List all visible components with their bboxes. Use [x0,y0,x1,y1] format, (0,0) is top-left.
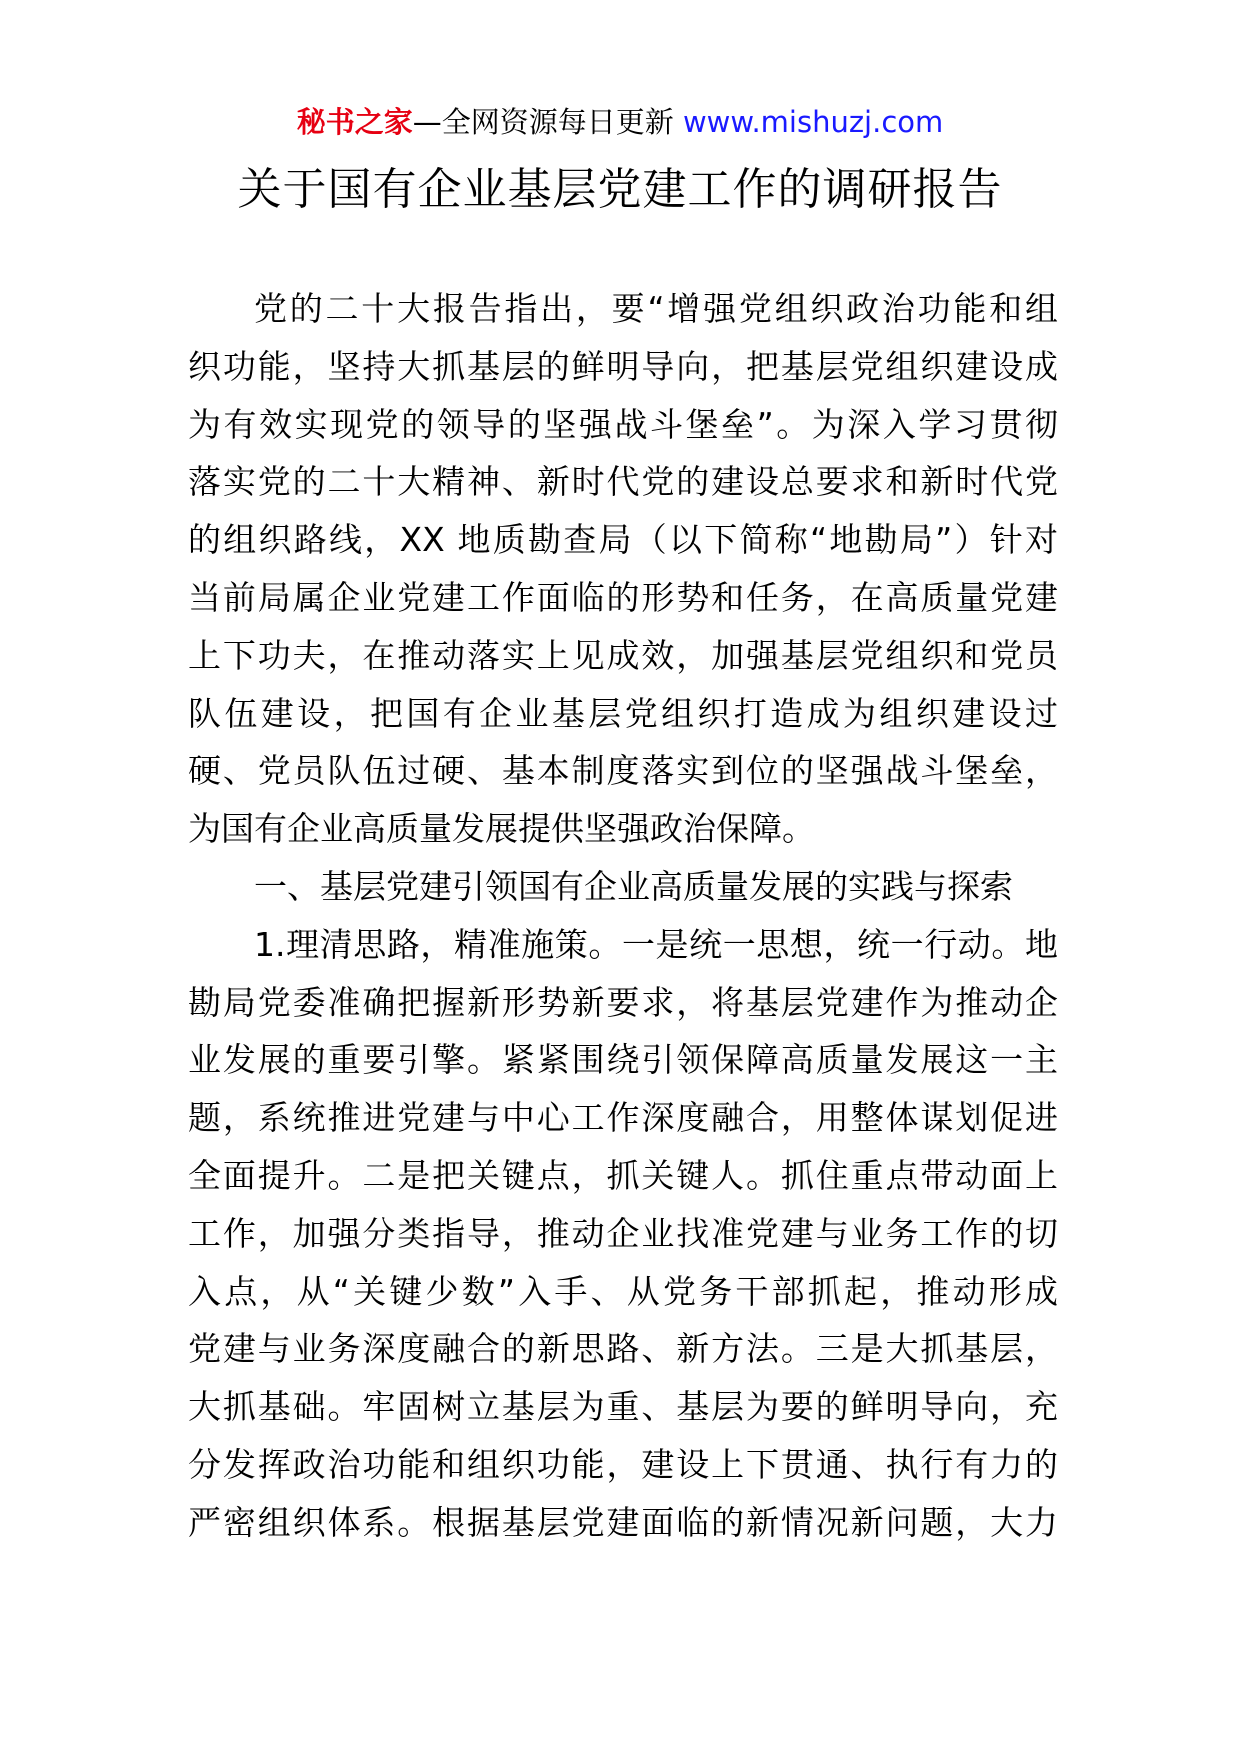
paragraph-line: 党建与业务深度融合的新思路、新方法。三是大抓基层， [188,1329,1058,1369]
paragraph-line: 党的二十大报告指出，要“增强党组织政治功能和组 [254,289,1058,328]
paragraph-line: 为国有企业高质量发展提供坚强政治保障。 [188,809,815,849]
paragraph-line: 硬、党员队伍过硬、基本制度落实到位的坚强战斗堡垒， [188,751,1058,791]
paragraph-line: 入点，从“关键少数”入手、从党务干部抓起，推动形成 [188,1271,1058,1311]
paragraph-line: 的组织路线，XX 地质勘查局（以下简称“地勘局”）针对 [188,520,1058,560]
paragraph-line: 上下功夫，在推动落实上见成效，加强基层党组织和党员 [188,635,1058,675]
paragraph-line: 业发展的重要引擎。紧紧围绕引领保障高质量发展这一主 [188,1040,1058,1080]
site-header [0,100,1240,144]
paragraph-line: 分发挥政治功能和组织功能，建设上下贯通、执行有力的 [188,1444,1058,1484]
site-brand: 秘书之家 [296,105,413,139]
paragraph-line: 当前局属企业党建工作面临的形势和任务，在高质量党建 [188,577,1058,617]
document-title: 关于国有企业基层党建工作的调研报告 [237,164,1003,215]
document-body [188,280,1058,1552]
paragraph-line: 织功能，坚持大抓基层的鲜明导向，把基层党组织建设成 [188,346,1058,386]
paragraph-line: 为有效实现党的领导的坚强战斗堡垒”。为深入学习贯彻 [188,404,1058,444]
paragraph-line: 全面提升。二是把关键点，抓关键人。抓住重点带动面上 [188,1155,1058,1195]
paragraph-line: 题，系统推进党建与中心工作深度融合，用整体谋划促进 [188,1098,1058,1138]
paragraph-line: 大抓基础。牢固树立基层为重、基层为要的鲜明导向，充 [188,1387,1058,1427]
paragraph-line: 队伍建设，把国有企业基层党组织打造成为组织建设过 [188,693,1058,733]
site-tagline: —全网资源每日更新 [412,105,674,139]
paragraph-line: 1.理清思路，精准施策。一是统一思想，统一行动。地 [254,924,1058,964]
paragraph-line: 勘局党委准确把握新形势新要求，将基层党建作为推动企 [188,982,1058,1022]
section-heading: 一、基层党建引领国有企业高质量发展的实践与探索 [254,866,1013,906]
site-url-link[interactable]: www.mishuzj.com [682,105,944,139]
paragraph-line: 严密组织体系。根据基层党建面临的新情况新问题，大力 [188,1502,1058,1542]
paragraph-line: 落实党的二十大精神、新时代党的建设总要求和新时代党 [188,462,1058,502]
paragraph-line: 工作，加强分类指导，推动企业找准党建与业务工作的切 [188,1213,1058,1253]
